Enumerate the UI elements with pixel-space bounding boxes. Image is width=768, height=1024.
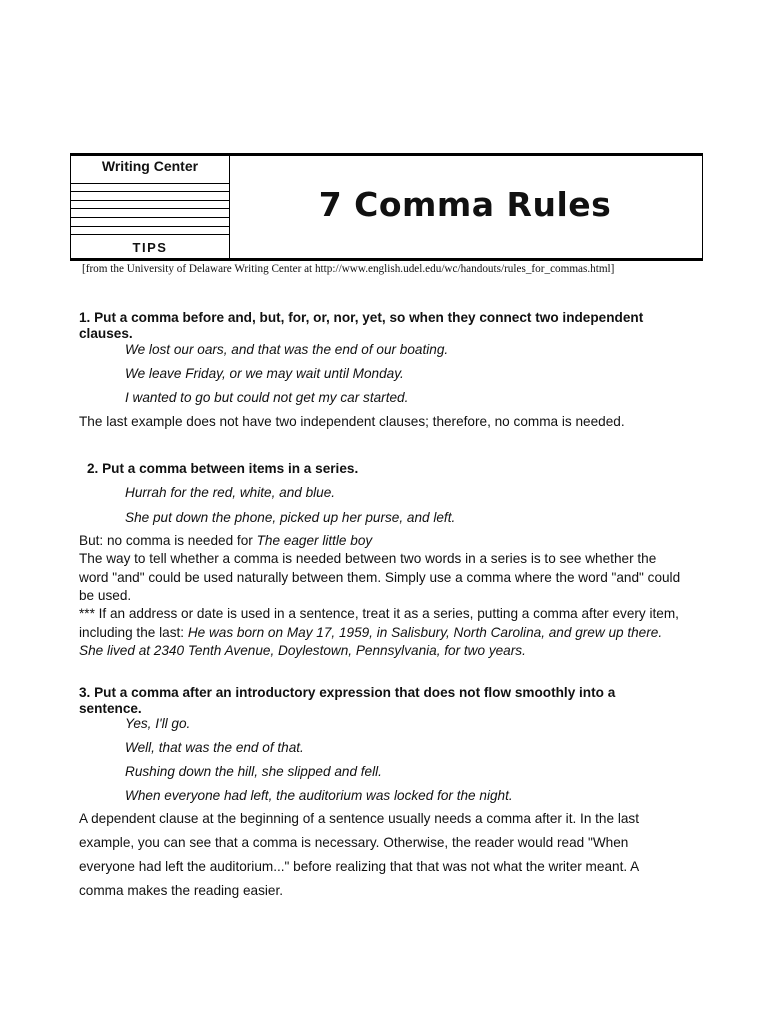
rule3-note: example, you can see that a comma is necessary. Otherwise, the reader would read "When [79, 835, 629, 850]
source-note: [from the University of Delaware Writing Center at http://www.english.udel.edu/wc/handouts/rules_for_commas.html] [82, 263, 615, 275]
rule2-example: Hurrah for the red, white, and blue. [125, 485, 336, 500]
page-title: 7 Comma Rules [318, 184, 612, 224]
rule1-example: We lost our oars, and that was the end of our boating. [125, 342, 449, 357]
rule2-address-example: He was born on May 17, 1959, in Salisbury, North Carolina, and grew up there. [187, 625, 663, 640]
header-rule-line [71, 200, 229, 201]
header-box [70, 153, 703, 261]
rule3-note: A dependent clause at the beginning of a sentence usually needs a comma after it. In the last [79, 811, 639, 826]
tips-label: TIPS [132, 240, 168, 255]
rule2-heading: 2. Put a comma between items in a series. [87, 461, 359, 476]
rule2-but-line [79, 532, 372, 549]
rule3-example: Yes, I'll go. [125, 716, 191, 731]
header-rule-line [71, 183, 229, 184]
header-rule-line [71, 226, 229, 227]
writing-center-label: Writing Center [101, 158, 199, 174]
rule3-note: comma makes the reading easier. [79, 883, 284, 898]
rule2-address-note: *** If an address or date is used in a sentence, treat it as a series, putting a comma after every item, [79, 606, 679, 621]
rule2-address-line [79, 624, 662, 641]
rule3-example: When everyone had left, the auditorium was locked for the night. [125, 788, 513, 803]
rule2-explain: be used. [79, 588, 132, 603]
rule1-example: We leave Friday, or we may wait until Monday. [125, 366, 404, 381]
header-rule-line [71, 217, 229, 218]
rule3-example: Rushing down the hill, she slipped and fell. [125, 764, 382, 779]
rule3-example: Well, that was the end of that. [125, 740, 304, 755]
rule2-but-example: The eager little boy [256, 533, 373, 548]
rule1-note: The last example does not have two independent clauses; therefore, no comma is needed. [79, 414, 625, 429]
rule2-explain: word "and" could be used naturally between them. Simply use a comma where the word "and" could [79, 570, 681, 585]
header-left-panel [71, 156, 230, 258]
rule1-heading: 1. Put a comma before and, but, for, or, nor, yet, so when they connect two independent [79, 310, 644, 325]
rule3-heading-cont: sentence. [79, 701, 142, 716]
header-rule-line [71, 208, 229, 209]
rule2-example: She put down the phone, picked up her purse, and left. [125, 510, 456, 525]
rule2-but-prefix: But: no comma is needed for [79, 533, 257, 548]
rule1-heading-cont: clauses. [79, 326, 133, 341]
header-rule-line [71, 234, 229, 235]
rule1-example: I wanted to go but could not get my car started. [125, 390, 409, 405]
rule2-address-example-cont: She lived at 2340 Tenth Avenue, Doylestown, Pennsylvania, for two years. [79, 643, 526, 658]
rule2-explain: The way to tell whether a comma is needed between two words in a series is to see whether the [79, 551, 657, 566]
rule3-heading: 3. Put a comma after an introductory expression that does not flow smoothly into a [79, 685, 616, 700]
rule2-address-prefix: including the last: [79, 625, 188, 640]
header-rule-line [71, 191, 229, 192]
rule3-note: everyone had left the auditorium..." before realizing that that was not what the writer meant. A [79, 859, 640, 874]
